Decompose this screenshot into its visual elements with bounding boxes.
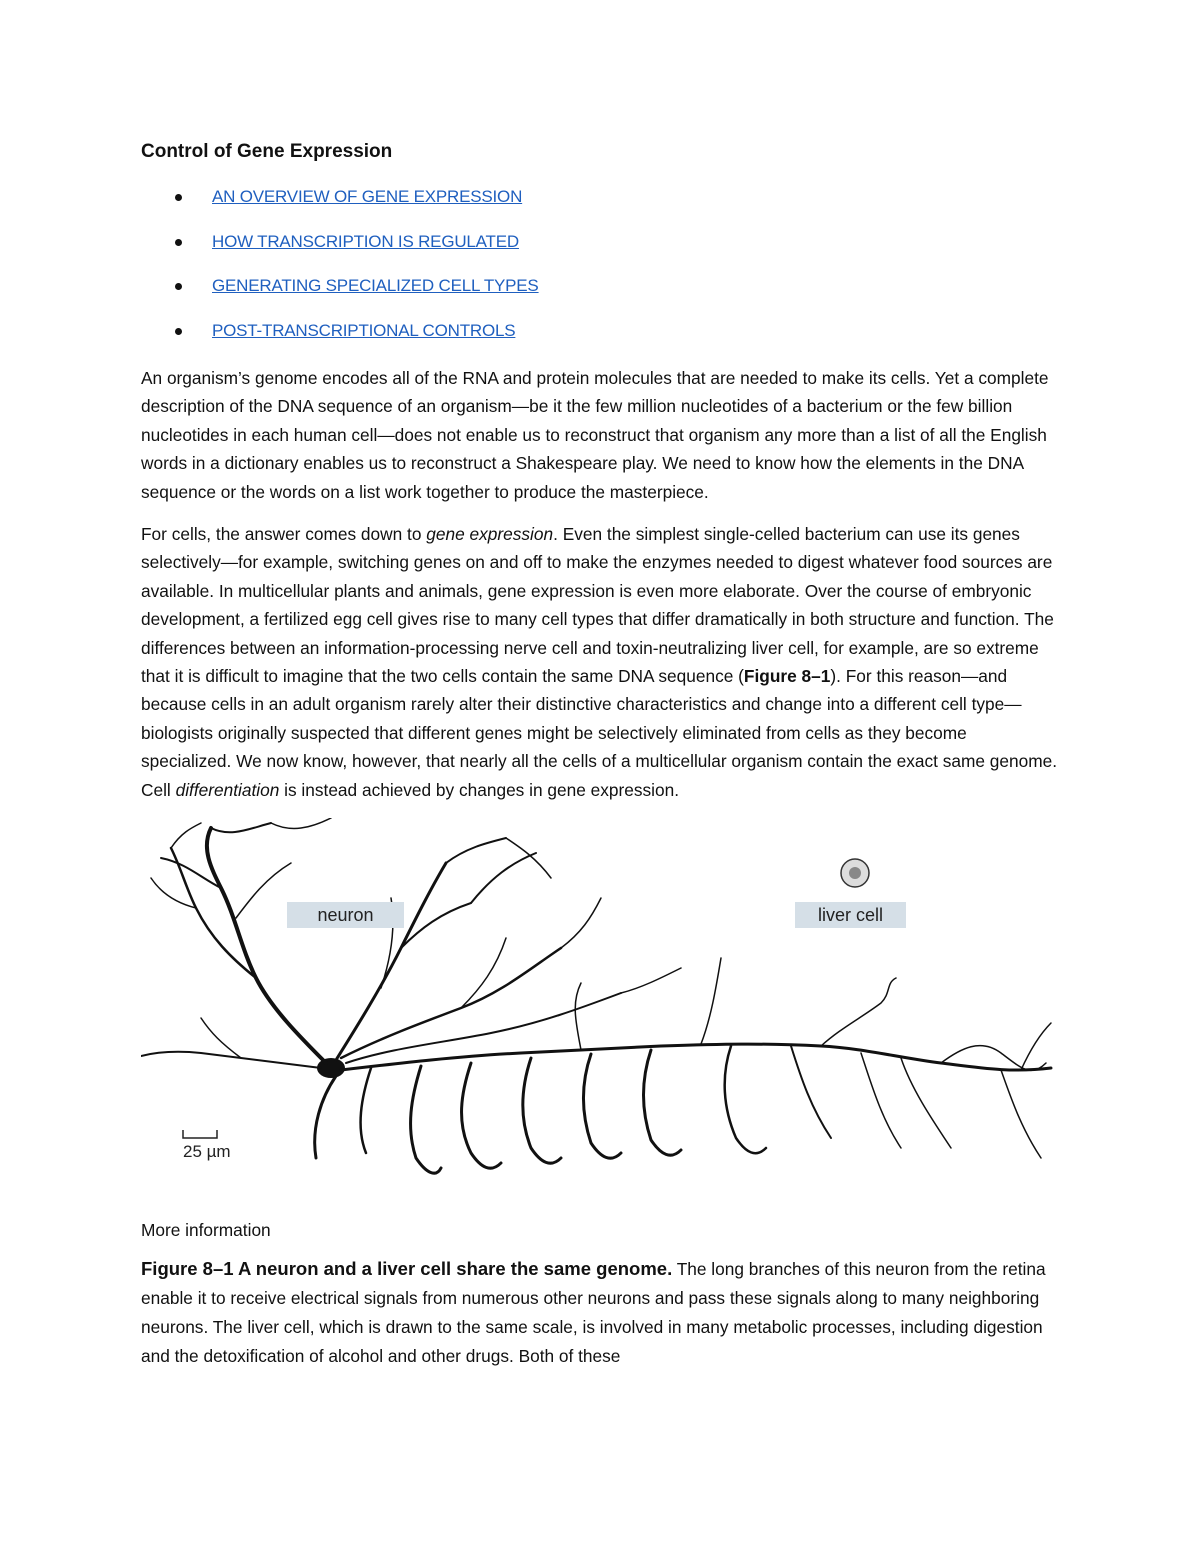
label-liver-cell: liver cell: [795, 902, 906, 928]
toc-link-post-transcriptional[interactable]: POST-TRANSCRIPTIONAL CONTROLS: [212, 320, 516, 340]
figure-neuron-liver: [141, 818, 1061, 1210]
caption-text: The long branches of this neuron from the retina enable it to receive electrical signals from numerous other neurons and pass these signals along to many neighboring neurons. The liver cell, which is drawn to the same scale, is involved in many metabolic processes, including digestion and the detoxification of alcohol and other drugs. Both of these: [141, 1259, 1046, 1367]
document-page: [141, 138, 1061, 1371]
toc-link-specialized[interactable]: GENERATING SPECIALIZED CELL TYPES: [212, 276, 539, 295]
figure-caption: [141, 1254, 1061, 1371]
more-information-link[interactable]: More information: [141, 1220, 271, 1241]
toc-item: [141, 273, 1061, 318]
toc-item: [141, 184, 1061, 229]
emphasis-gene-expression: gene expression: [426, 524, 554, 545]
text-run: For cells, the answer comes down to: [141, 524, 427, 545]
figure-reference: Figure 8–1: [743, 666, 831, 687]
liver-cell-illustration: [841, 859, 869, 887]
toc-item: [141, 318, 1061, 363]
emphasis-differentiation: differentiation: [175, 779, 280, 800]
label-neuron: neuron: [287, 902, 404, 928]
page-title: Control of Gene Expression: [141, 141, 393, 162]
toc-link-overview[interactable]: AN OVERVIEW OF GENE EXPRESSION: [212, 187, 523, 206]
scale-label: 25 µm: [183, 1142, 231, 1162]
toc-link-transcription[interactable]: HOW TRANSCRIPTION IS REGULATED: [212, 231, 519, 251]
text-run: is instead achieved by changes in gene expression.: [279, 779, 679, 800]
text-run: . Even the simplest single-celled bacterium can use its genes selectively—for example, switching genes on and off to make the enzymes needed to digest whatever food sources are available. In multicellular plants and animals, gene expression is even more elaborate. Over the course of embryonic development, a fertilized egg cell gives rise to many cell types that differ dramatically in both structure and function. The differences between an information-processing nerve cell and toxin-neutralizing liver cell, for example, are so extreme that it is difficult to imagine that the two cells contain the same DNA sequence (: [141, 524, 1054, 687]
caption-heading: Figure 8–1 A neuron and a liver cell share the same genome.: [141, 1258, 673, 1280]
bullet-icon: [175, 239, 182, 246]
toc-item: [141, 229, 1061, 274]
bullet-icon: [175, 328, 182, 335]
table-of-contents: [141, 184, 1061, 362]
neuron-illustration: [141, 818, 1061, 1210]
paragraph-intro: An organism’s genome encodes all of the RNA and protein molecules that are needed to make its cells. Yet a complete description of the DNA sequence of an organism—be it the few million nucleotides of a bacterium or the few billion nucleotides in each human cell—does not enable us to reconstruct that organism any more than a list of all the English words in a dictionary enables us to reconstruct a Shakespeare play. We need to know how the elements in the DNA sequence or the words on a list work together to produce the masterpiece.: [141, 368, 1049, 502]
scale-bar: [183, 1130, 217, 1138]
paragraph-gene-expression: [141, 520, 1061, 804]
text-run: ). For this reason—and because cells in an adult organism rarely alter their distinctive characteristics and change into a different cell type—biologists originally suspected that different genes might be selectively eliminated from cells as they become specialized. We now know, however, that nearly all the cells of a multicellular organism contain the exact same genome. Cell: [141, 666, 1058, 800]
bullet-icon: [175, 194, 182, 201]
bullet-icon: [175, 283, 182, 290]
